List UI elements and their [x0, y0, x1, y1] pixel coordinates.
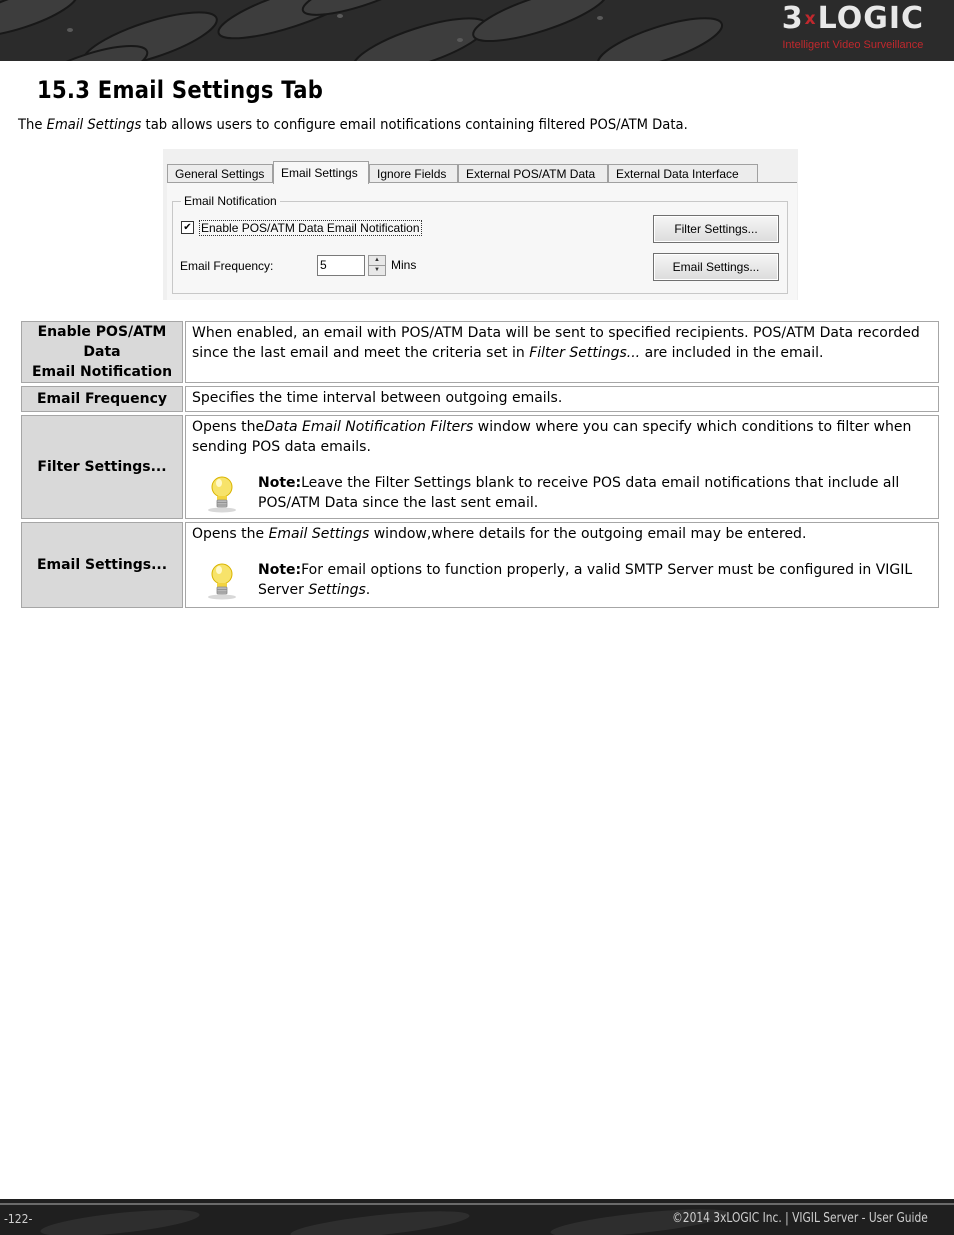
term-cell: Email Frequency — [21, 386, 183, 412]
logo-tagline: Intelligent Video Surveillance — [782, 39, 924, 51]
lightbulb-icon — [202, 473, 242, 513]
tab-ignore-fields[interactable]: Ignore Fields — [369, 164, 458, 183]
note-block: Note:For email options to function properly, a valid SMTP Server must be configured in VIGIL Server Settings. — [192, 560, 932, 600]
description-cell: When enabled, an email with POS/ATM Data will be sent to specified recipients. POS/ATM Data recorded since the last email and meet the criteria set in Filter Settings... are included in the email. — [185, 321, 939, 383]
logo-wordmark: 3xLOGIC — [781, 1, 924, 36]
email-frequency-label: Email Frequency: — [180, 259, 274, 273]
company-logo — [782, 2, 924, 52]
filter-settings-button[interactable]: Filter Settings... — [653, 215, 779, 243]
page-header — [0, 0, 954, 61]
description-cell: Opens the Email Settings window,where details for the outgoing email may be entered. Note:For email options to function properly, a valid SMTP Server must be configured in VIGIL Server Settings. — [185, 522, 939, 608]
email-frequency-spinner[interactable] — [368, 255, 386, 276]
term-cell: Filter Settings... — [21, 415, 183, 519]
enable-notification-checkbox[interactable] — [181, 221, 194, 234]
copyright-notice: ©2014 3xLOGIC Inc. | VIGIL Server - User Guide — [672, 1211, 928, 1226]
tab-email-settings[interactable]: Email Settings — [273, 161, 369, 184]
email-settings-dialog-screenshot — [163, 149, 798, 300]
settings-definitions-table — [19, 318, 941, 611]
table-row — [21, 321, 939, 383]
tab-general-settings[interactable]: General Settings — [167, 164, 273, 183]
intro-paragraph: The Email Settings tab allows users to configure email notifications containing filtered POS/ATM Data. — [18, 117, 688, 133]
description-cell: Specifies the time interval between outgoing emails. — [185, 386, 939, 412]
note-label: Note: — [258, 562, 302, 578]
email-frequency-input[interactable]: 5 — [317, 255, 365, 276]
page-number: -122- — [4, 1212, 33, 1226]
description-cell: Opens theData Email Notification Filters window where you can specify which conditions to filter when sending POS data emails. Note:Leave the Filter Settings blank to receive POS data email notifications that include all POS/ATM Data since the last sent email. — [185, 415, 939, 519]
page-footer — [0, 1199, 954, 1235]
note-label: Note: — [258, 475, 302, 491]
frequency-unit-label: Mins — [391, 258, 417, 272]
spinner-up-icon[interactable]: ▲ — [369, 256, 385, 266]
lightbulb-icon — [202, 560, 242, 600]
settings-tab-strip — [167, 161, 797, 183]
spinner-down-icon[interactable]: ▼ — [374, 267, 380, 273]
tab-external-data-interface[interactable]: External Data Interface — [608, 164, 758, 183]
enable-notification-row — [181, 220, 422, 236]
term-cell: Enable POS/ATM Data Email Notification — [21, 321, 183, 383]
checkmark-icon: ✔ — [183, 222, 192, 234]
group-title: Email Notification — [181, 193, 280, 209]
note-block: Note:Leave the Filter Settings blank to receive POS data email notifications that include all POS/ATM Data since the last sent email. — [192, 473, 932, 513]
email-settings-button[interactable]: Email Settings... — [653, 253, 779, 281]
footer-divider — [0, 1203, 954, 1205]
table-row — [21, 386, 939, 412]
table-row — [21, 415, 939, 519]
term-cell: Email Settings... — [21, 522, 183, 608]
table-row — [21, 522, 939, 608]
tab-external-pos-atm-data[interactable]: External POS/ATM Data — [458, 164, 608, 183]
enable-notification-label[interactable]: Enable POS/ATM Data Email Notification — [201, 220, 420, 235]
page-title: 15.3 Email Settings Tab — [37, 76, 324, 104]
